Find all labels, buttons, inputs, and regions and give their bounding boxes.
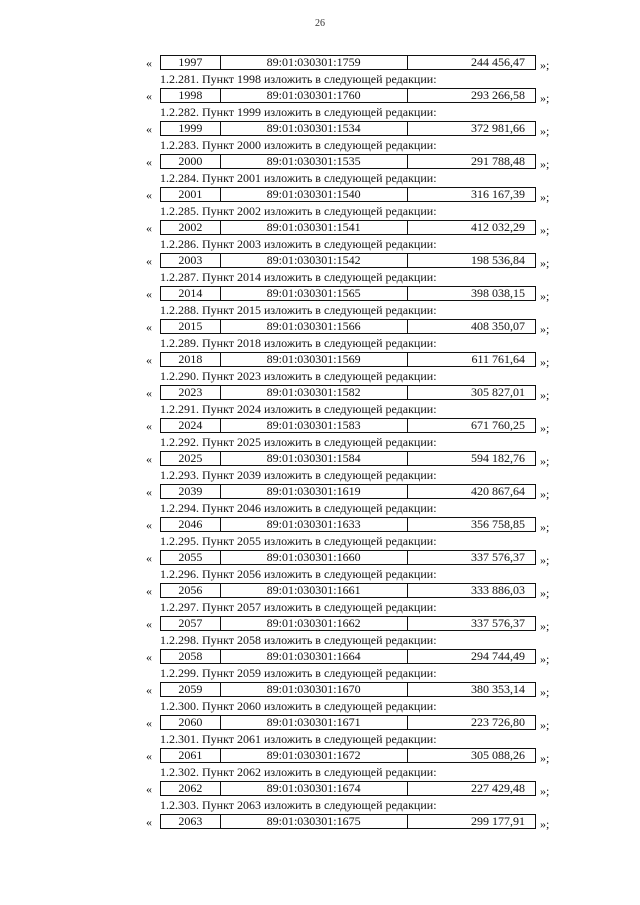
item-number-cell: 2023 bbox=[161, 386, 221, 399]
item-number-cell: 2057 bbox=[161, 617, 221, 630]
cadastral-number-cell: 89:01:030301:1660 bbox=[221, 551, 408, 564]
amendment-paragraph: 1.2.297. Пункт 2057 изложить в следующей редакции: bbox=[160, 600, 437, 614]
opening-quote: « bbox=[146, 749, 152, 763]
amendment-paragraph: 1.2.282. Пункт 1999 изложить в следующей редакции: bbox=[160, 105, 437, 119]
cadastral-number-cell: 89:01:030301:1670 bbox=[221, 683, 408, 696]
table-row bbox=[146, 614, 566, 634]
value-cell: 337 576,37 bbox=[471, 551, 525, 564]
table-row bbox=[146, 284, 566, 304]
cadastral-number-cell: 89:01:030301:1633 bbox=[221, 518, 408, 531]
amendment-paragraph: 1.2.303. Пункт 2063 изложить в следующей редакции: bbox=[160, 798, 437, 812]
cadastral-number-cell: 89:01:030301:1619 bbox=[221, 485, 408, 498]
value-cell: 594 182,76 bbox=[471, 452, 525, 465]
value-cell: 316 167,39 bbox=[471, 188, 525, 201]
opening-quote: « bbox=[146, 89, 152, 103]
item-number-cell: 1999 bbox=[161, 122, 221, 135]
amendment-paragraph: 1.2.302. Пункт 2062 изложить в следующей редакции: bbox=[160, 765, 437, 779]
value-cell: 337 576,37 bbox=[471, 617, 525, 630]
value-cell: 244 456,47 bbox=[471, 56, 525, 69]
item-number-cell: 2058 bbox=[161, 650, 221, 663]
item-number-cell: 2014 bbox=[161, 287, 221, 300]
value-cell: 198 536,84 bbox=[471, 254, 525, 267]
amendment-paragraph: 1.2.289. Пункт 2018 изложить в следующей редакции: bbox=[160, 336, 437, 350]
table-row bbox=[146, 152, 566, 172]
cadastral-number-cell: 89:01:030301:1569 bbox=[221, 353, 408, 366]
cadastral-number-cell: 89:01:030301:1542 bbox=[221, 254, 408, 267]
table-cells bbox=[160, 55, 536, 70]
amendment-paragraph: 1.2.281. Пункт 1998 изложить в следующей редакции: bbox=[160, 72, 437, 86]
amendment-paragraph: 1.2.300. Пункт 2060 изложить в следующей редакции: bbox=[160, 699, 437, 713]
page-number: 26 bbox=[315, 18, 325, 29]
table-row bbox=[146, 746, 566, 766]
item-number-cell: 2002 bbox=[161, 221, 221, 234]
closing-quote: »; bbox=[540, 487, 550, 501]
table-cells bbox=[160, 550, 536, 565]
table-row bbox=[146, 416, 566, 436]
table-cells bbox=[160, 319, 536, 334]
closing-quote: »; bbox=[540, 421, 550, 435]
table-row bbox=[146, 812, 566, 832]
value-cell: 333 886,03 bbox=[471, 584, 525, 597]
opening-quote: « bbox=[146, 716, 152, 730]
closing-quote: »; bbox=[540, 388, 550, 402]
cadastral-number-cell: 89:01:030301:1541 bbox=[221, 221, 408, 234]
closing-quote: »; bbox=[540, 652, 550, 666]
opening-quote: « bbox=[146, 551, 152, 565]
amendment-list bbox=[146, 53, 566, 832]
item-number-cell: 2015 bbox=[161, 320, 221, 333]
amendment-paragraph: 1.2.288. Пункт 2015 изложить в следующей редакции: bbox=[160, 303, 437, 317]
cadastral-number-cell: 89:01:030301:1664 bbox=[221, 650, 408, 663]
cadastral-number-cell: 89:01:030301:1672 bbox=[221, 749, 408, 762]
cadastral-number-cell: 89:01:030301:1566 bbox=[221, 320, 408, 333]
table-row bbox=[146, 515, 566, 535]
closing-quote: »; bbox=[540, 784, 550, 798]
closing-quote: »; bbox=[540, 124, 550, 138]
value-cell: 227 429,48 bbox=[471, 782, 525, 795]
opening-quote: « bbox=[146, 485, 152, 499]
item-number-cell: 2000 bbox=[161, 155, 221, 168]
table-cells bbox=[160, 220, 536, 235]
table-cells bbox=[160, 814, 536, 829]
cadastral-number-cell: 89:01:030301:1671 bbox=[221, 716, 408, 729]
item-number-cell: 2018 bbox=[161, 353, 221, 366]
opening-quote: « bbox=[146, 155, 152, 169]
item-number-cell: 2055 bbox=[161, 551, 221, 564]
cadastral-number-cell: 89:01:030301:1661 bbox=[221, 584, 408, 597]
table-row bbox=[146, 218, 566, 238]
item-number-cell: 2039 bbox=[161, 485, 221, 498]
cadastral-number-cell: 89:01:030301:1759 bbox=[221, 56, 408, 69]
amendment-paragraph: 1.2.299. Пункт 2059 изложить в следующей редакции: bbox=[160, 666, 437, 680]
table-cells bbox=[160, 517, 536, 532]
item-number-cell: 2060 bbox=[161, 716, 221, 729]
table-row bbox=[146, 647, 566, 667]
table-row bbox=[146, 119, 566, 139]
closing-quote: »; bbox=[540, 586, 550, 600]
item-number-cell: 2046 bbox=[161, 518, 221, 531]
amendment-paragraph: 1.2.285. Пункт 2002 изложить в следующей редакции: bbox=[160, 204, 437, 218]
table-row bbox=[146, 482, 566, 502]
opening-quote: « bbox=[146, 122, 152, 136]
value-cell: 223 726,80 bbox=[471, 716, 525, 729]
opening-quote: « bbox=[146, 254, 152, 268]
closing-quote: »; bbox=[540, 454, 550, 468]
table-row bbox=[146, 449, 566, 469]
table-cells bbox=[160, 682, 536, 697]
item-number-cell: 2056 bbox=[161, 584, 221, 597]
value-cell: 356 758,85 bbox=[471, 518, 525, 531]
opening-quote: « bbox=[146, 782, 152, 796]
cadastral-number-cell: 89:01:030301:1534 bbox=[221, 122, 408, 135]
amendment-paragraph: 1.2.292. Пункт 2025 изложить в следующей редакции: bbox=[160, 435, 437, 449]
value-cell: 412 032,29 bbox=[471, 221, 525, 234]
table-cells bbox=[160, 88, 536, 103]
amendment-paragraph: 1.2.301. Пункт 2061 изложить в следующей редакции: bbox=[160, 732, 437, 746]
opening-quote: « bbox=[146, 221, 152, 235]
closing-quote: »; bbox=[540, 190, 550, 204]
table-cells bbox=[160, 583, 536, 598]
table-cells bbox=[160, 451, 536, 466]
closing-quote: »; bbox=[540, 817, 550, 831]
closing-quote: »; bbox=[540, 58, 550, 72]
table-cells bbox=[160, 385, 536, 400]
opening-quote: « bbox=[146, 452, 152, 466]
amendment-paragraph: 1.2.290. Пункт 2023 изложить в следующей редакции: bbox=[160, 369, 437, 383]
value-cell: 299 177,91 bbox=[471, 815, 525, 828]
table-row bbox=[146, 251, 566, 271]
cadastral-number-cell: 89:01:030301:1662 bbox=[221, 617, 408, 630]
closing-quote: »; bbox=[540, 553, 550, 567]
cadastral-number-cell: 89:01:030301:1565 bbox=[221, 287, 408, 300]
table-row bbox=[146, 53, 566, 73]
amendment-paragraph: 1.2.294. Пункт 2046 изложить в следующей редакции: bbox=[160, 501, 437, 515]
item-number-cell: 2059 bbox=[161, 683, 221, 696]
table-cells bbox=[160, 187, 536, 202]
closing-quote: »; bbox=[540, 520, 550, 534]
table-row bbox=[146, 581, 566, 601]
item-number-cell: 2061 bbox=[161, 749, 221, 762]
item-number-cell: 2001 bbox=[161, 188, 221, 201]
table-row bbox=[146, 383, 566, 403]
value-cell: 291 788,48 bbox=[471, 155, 525, 168]
opening-quote: « bbox=[146, 518, 152, 532]
table-cells bbox=[160, 748, 536, 763]
amendment-paragraph: 1.2.298. Пункт 2058 изложить в следующей редакции: bbox=[160, 633, 437, 647]
value-cell: 305 827,01 bbox=[471, 386, 525, 399]
table-row bbox=[146, 713, 566, 733]
table-cells bbox=[160, 418, 536, 433]
item-number-cell: 2003 bbox=[161, 254, 221, 267]
opening-quote: « bbox=[146, 617, 152, 631]
item-number-cell: 2063 bbox=[161, 815, 221, 828]
table-cells bbox=[160, 352, 536, 367]
opening-quote: « bbox=[146, 386, 152, 400]
opening-quote: « bbox=[146, 815, 152, 829]
table-cells bbox=[160, 484, 536, 499]
amendment-paragraph: 1.2.283. Пункт 2000 изложить в следующей редакции: bbox=[160, 138, 437, 152]
table-row bbox=[146, 779, 566, 799]
amendment-paragraph: 1.2.295. Пункт 2055 изложить в следующей редакции: bbox=[160, 534, 437, 548]
amendment-paragraph: 1.2.291. Пункт 2024 изложить в следующей редакции: bbox=[160, 402, 437, 416]
opening-quote: « bbox=[146, 56, 152, 70]
closing-quote: »; bbox=[540, 751, 550, 765]
opening-quote: « bbox=[146, 584, 152, 598]
item-number-cell: 1997 bbox=[161, 56, 221, 69]
cadastral-number-cell: 89:01:030301:1760 bbox=[221, 89, 408, 102]
closing-quote: »; bbox=[540, 157, 550, 171]
table-cells bbox=[160, 154, 536, 169]
table-row bbox=[146, 548, 566, 568]
closing-quote: »; bbox=[540, 619, 550, 633]
table-row bbox=[146, 86, 566, 106]
value-cell: 294 744,49 bbox=[471, 650, 525, 663]
item-number-cell: 2024 bbox=[161, 419, 221, 432]
opening-quote: « bbox=[146, 419, 152, 433]
amendment-paragraph: 1.2.293. Пункт 2039 изложить в следующей редакции: bbox=[160, 468, 437, 482]
cadastral-number-cell: 89:01:030301:1583 bbox=[221, 419, 408, 432]
table-cells bbox=[160, 781, 536, 796]
closing-quote: »; bbox=[540, 685, 550, 699]
value-cell: 305 088,26 bbox=[471, 749, 525, 762]
cadastral-number-cell: 89:01:030301:1582 bbox=[221, 386, 408, 399]
amendment-paragraph: 1.2.284. Пункт 2001 изложить в следующей редакции: bbox=[160, 171, 437, 185]
value-cell: 408 350,07 bbox=[471, 320, 525, 333]
opening-quote: « bbox=[146, 320, 152, 334]
value-cell: 611 761,64 bbox=[471, 353, 525, 366]
closing-quote: »; bbox=[540, 223, 550, 237]
value-cell: 293 266,58 bbox=[471, 89, 525, 102]
table-cells bbox=[160, 616, 536, 631]
table-row bbox=[146, 317, 566, 337]
closing-quote: »; bbox=[540, 355, 550, 369]
item-number-cell: 1998 bbox=[161, 89, 221, 102]
cadastral-number-cell: 89:01:030301:1674 bbox=[221, 782, 408, 795]
value-cell: 398 038,15 bbox=[471, 287, 525, 300]
amendment-paragraph: 1.2.286. Пункт 2003 изложить в следующей редакции: bbox=[160, 237, 437, 251]
table-row bbox=[146, 350, 566, 370]
closing-quote: »; bbox=[540, 289, 550, 303]
item-number-cell: 2025 bbox=[161, 452, 221, 465]
table-row bbox=[146, 185, 566, 205]
opening-quote: « bbox=[146, 287, 152, 301]
cadastral-number-cell: 89:01:030301:1540 bbox=[221, 188, 408, 201]
closing-quote: »; bbox=[540, 91, 550, 105]
opening-quote: « bbox=[146, 683, 152, 697]
closing-quote: »; bbox=[540, 718, 550, 732]
closing-quote: »; bbox=[540, 256, 550, 270]
value-cell: 671 760,25 bbox=[471, 419, 525, 432]
table-cells bbox=[160, 715, 536, 730]
value-cell: 420 867,64 bbox=[471, 485, 525, 498]
value-cell: 380 353,14 bbox=[471, 683, 525, 696]
opening-quote: « bbox=[146, 650, 152, 664]
amendment-paragraph: 1.2.287. Пункт 2014 изложить в следующей редакции: bbox=[160, 270, 437, 284]
table-cells bbox=[160, 649, 536, 664]
table-cells bbox=[160, 253, 536, 268]
closing-quote: »; bbox=[540, 322, 550, 336]
item-number-cell: 2062 bbox=[161, 782, 221, 795]
table-cells bbox=[160, 121, 536, 136]
opening-quote: « bbox=[146, 353, 152, 367]
opening-quote: « bbox=[146, 188, 152, 202]
cadastral-number-cell: 89:01:030301:1584 bbox=[221, 452, 408, 465]
cadastral-number-cell: 89:01:030301:1535 bbox=[221, 155, 408, 168]
table-row bbox=[146, 680, 566, 700]
amendment-paragraph: 1.2.296. Пункт 2056 изложить в следующей редакции: bbox=[160, 567, 437, 581]
table-cells bbox=[160, 286, 536, 301]
value-cell: 372 981,66 bbox=[471, 122, 525, 135]
cadastral-number-cell: 89:01:030301:1675 bbox=[221, 815, 408, 828]
